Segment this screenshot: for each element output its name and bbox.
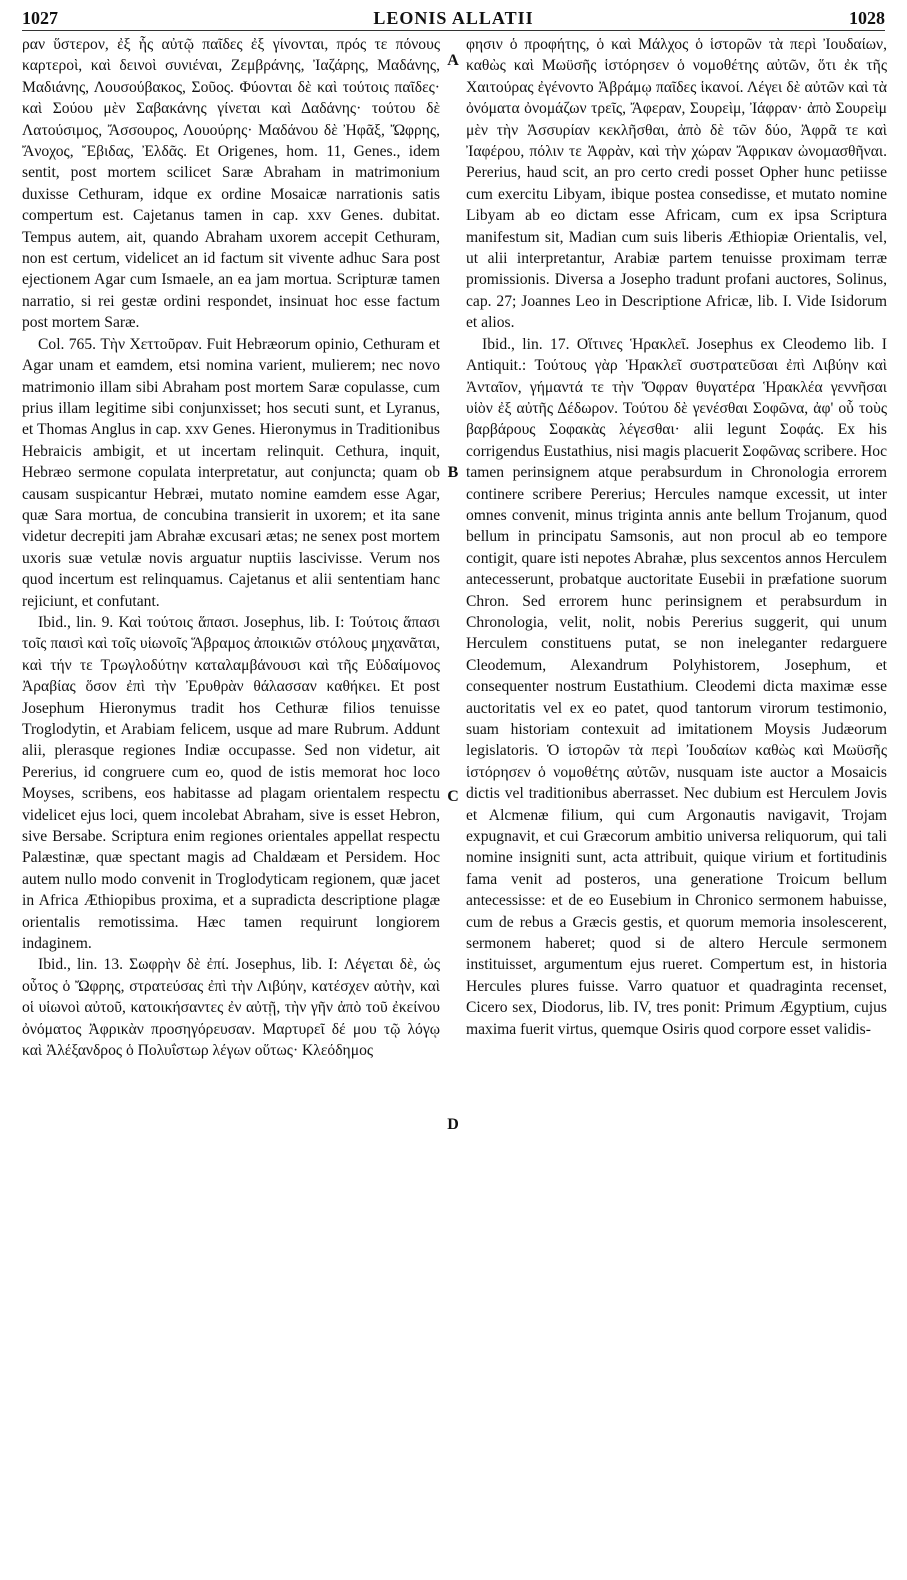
- left-paragraph-2: Col. 765. Τὴν Χεττοῦραν. Fuit Hebræorum opinio, Cethuram et Agar unam et eamdem, etsi nomina varient, mulierem; nec novo matrimonio illam sibi Abraham post mortem Saræ copulasse, cum prius illam legitime sibi conjunxisset; hos secuti sunt, et Lyranus, et Thomas Anglus in cap. xxv Genes. Hieronymus in Traditionibus Hebraicis ambigit, et ut incertam relinquit. Cethura, inquit, Hebræo sermone copulata interpretatur, aut conjuncta; quam ob causam suspicantur Hebræi, mutato nomine eamdem esse Agar, quæ Sara mortua, de concubina transierit in uxorem; et ita sane videtur decrepiti jam Abrahæ excusari ætas; ne senex post mortem uxoris suæ vetulæ novis arguatur nuptiis lascivisse. Verum nos quod incertum est relinquamus. Cajetanus et alii sententiam hanc rejiciunt, et confutant.: [22, 335, 440, 610]
- right-paragraph-2: Ibid., lin. 17. Οἵτινες Ἡρακλεῖ. Josephus ex Cleodemo lib. I Antiquit.: Τούτους γὰρ Ἡρακλεῖ συστρατεῦσαι ἐπὶ Λιβύην καὶ Ἀνταῖον, γήμαντά τε τὴν Ὄφραν θυγατέρα Ἡρακλέα γεννῆσαι υἱὸν ἐξ αὐτῆς Δέδωρον. Τούτου δὲ γενέσθαι Σοφῶνα, ἀφ' οὗ τοὺς βαρβάρους Σοφακὰς λέγεσθαι· alii legunt Σοφάς. Ex his corrigendus Eustathius, nisi magis placuerit Σοφῶνας scribere. Hoc tamen perinsignem atque perabsurdum in Chronologia errorem continere scribere Pererius; Hercules namque excessit, ut inter omnes convenit, minus triginta annis ante bellum Trojanum, quod bellum in principatu Samsonis, aut non procul ab eo tempore contigit, quare isti nepotes Abrahæ, plus sexcentos annos Herculem antecesserunt, probatque auctoritate Eusebii in præfatione suorum Chron. Sed errorem hunc perinsignem et perabsurdum in Chronologia, velit, nolit, nobis Pererius suggerit, qui unum Herculem constituens putat, se non ineleganter redarguere Cleodemum, Alexandrum Polyhistorem, Josephum, et consequenter nostrum Eustathium. Cleodemi dicta maximæ esse auctoritatis vel ex eo patet, quod tantorum virorum testimonio, suam historiam contexuit ad imitationem Moysis Judæorum legislatoris. Ὁ ἱστορῶν τὰ περὶ Ἰουδαίων καθὼς καὶ Μωϋσῆς ἱστόρησεν ὁ νομοθέτης αὐτῶν, nusquam iste auctor a Mosaicis dictis vel traditionibus aberrasset. Nec dubium est Herculem Jovis et Alcmenæ filium, qui cum Argonautis navigavit, Trojam expugnavit, et cui Græcorum ambitio universa reliquorum, qui tali nomine insigniti sunt, acta attribuit, quique virium et fortitudinis fama venit ad posteros, una generatione Troicum bellum antecessisse: et de eo Eusebium in Chronico sermonem habuisse, cum de rebus a Græcis gestis, et quorum memoria insolescerent, sermonem haberet; quod si de altero Hercule sermonem instituisset, argumentum ejus rueret. Compertum est, in historia Hercules plures fuisse. Varro quatuor et quadraginta recenset, Cicero sex, Diodorus, lib. IV, tres ponit: Primum Ægyptium, cujus maxima fuerit virtus, quemque Osiris quod corpore esset validis-: [466, 335, 887, 1038]
- right-paragraph-1: φησιν ὁ προφήτης, ὁ καὶ Μάλχος ὁ ἱστορῶν τὰ περὶ Ἰουδαίων, καθὼς καὶ Μωϋσῆς ἱστόρησεν ὁ νομοθέτης αὐτῶν, ὅτι ἐκ τῆς Χαιτούρας ἐγένοντο Ἀβράμῳ παῖδες ἱκανοί. Λέγει δὲ αὐτῶν καὶ τὰ ὀνόματα ὀνομάζων τρεῖς, Ἄφεραν, Σουρεὶμ, Ἰάφραν· ἀπὸ Σουρεὶμ μὲν τὴν Ἀσσυρίαν κεκλῆσθαι, ἀπὸ δὲ τῶν δύο, Ἀφρᾶ τε καὶ Ἰαφέρου, πόλιν τε Ἀφρὰν, καὶ τὴν χώραν Ἄφρικαν ὠνομασθῆναι. Pererius, haud scit, an pro certo credi posset Opher hunc petiisse cum exercitu Libyam, ibique postea consedisse, et mutato nomine Libyam ab eo dictam esse Africam, cum ex ipsa Scriptura manifestum sit, Madian cum suis liberis Æthiopiæ Orientalis, vel, ut alii interpretantur, Arabiæ partem tenuisse proximam terræ promissionis. Diversa a Josepho tradunt profani auctores, Solinus, cap. 27; Joannes Leo in Descriptione Africæ, lib. I. Vide Isidorum et alios.: [466, 36, 887, 332]
- right-column: [466, 34, 887, 1040]
- left-paragraph-3: Ibid., lin. 9. Καὶ τούτοις ἅπασι. Josephus, lib. I: Τούτοις ἅπασι τοῖς παισὶ καὶ τοῖς υἱωνοῖς Ἅβραμος ἀποικιῶν στόλους μηχανᾶται, καὶ τήν τε Τρωγλοδύτην καταλαμβάνουσι καὶ τῆς Εὐδαίμονος Ἀραβίας ὅσον ἐπὶ τὴν Ἐρυθρὰν θάλασσαν καθήκει. Et post Josephum Hieronymus tradit hos Cethuræ filios tenuisse Troglodytin, et Arabiam felicem, usque ad mare Rubrum. Addunt alii, plerasque regiones Indiæ occupasse. Sed non videtur, ait Pererius, id congruere cum eo, quod de istis memorat hoc loco Moyses, scribens, eos habitasse ad plagam orientalem respectu videlicet ejus loci, quem incolebat Abraham, sive is esset Hebron, sive Bersabe. Scriptura enim regiones orientales appellat respectu Palæstinæ, quæ spectant magis ad Chaldæam et Persidem. Hoc autem nullo modo convenit in Troglodyticam regionem, quæ jacet in Africa Æthiopibus proxima, et a supradicta descriptione plagæ orientalis remotissima. Hæc tamen requirunt longiorem indaginem.: [22, 613, 440, 953]
- left-paragraph-1: ραν ὕστερον, ἐξ ἧς αὐτῷ παῖδες ἐξ γίνονται, πρός τε πόνους καρτεροὶ, καὶ δεινοὶ συνιέναι, Ζεμβράνης, Ἰαζάρης, Μαδάνης, Μαδιάνης, Λουσούβακος, Σοῦος. Φύονται δὲ καὶ τούτοις παῖδες· καὶ Σούου μὲν Σαβακάνης γίνεται καὶ Δαδάνης· τούτου δὲ Λατούσιμος, Ἄσσουρος, Λουούρης· Μαδάνου δὲ Ἠφᾶξ, Ὤφρης, Ἄνοχος, Ἔβιδας, Ἐλδᾶς. Et Origenes, hom. 11, Genes., idem sentit, post mortem scilicet Saræ Abraham in matrimonium duxisse Cethuram, idque ex ordine Mosaicæ narrationis satis compertum est. Cajetanus tamen in cap. xxv Genes. dubitat. Tempus autem, ait, quando Abraham uxorem accepit Cethuram, non est certum, videlicet an id factum sit vivente adhuc Sara post ejectionem Agar cum Ismaele, an ea jam mortua. Scripturæ tamen narratio, si rei gestæ ordini respondet, insinuat hoc esse factum post mortem Saræ.: [22, 36, 440, 332]
- page-header: [22, 6, 885, 32]
- margin-marker-d: D: [447, 1116, 459, 1133]
- margin-marker-b: B: [447, 464, 459, 481]
- header-rule: [22, 30, 885, 31]
- left-paragraph-4: Ibid., lin. 13. Σωφρὴν δὲ ἐπί. Josephus, lib. I: Λέγεται δὲ, ὡς οὗτος ὁ Ὤφρης, στρατεύσας ἐπὶ τὴν Λιβύην, κατέσχεν αὐτὴν, καὶ οἱ υἱωνοὶ αὐτοῦ, κατοικήσαντες ἐν αὐτῇ, τὴν γῆν ἀπὸ τοῦ ἐκείνου ὀνόματος Ἀφρικὰν προσηγόρευσαν. Μαρτυρεῖ δέ μου τῷ λόγῳ καὶ Ἀλέξανδρος ὁ Πολυΐστωρ λέγων οὕτως· Κλεόδημος: [22, 956, 440, 1060]
- left-column: [22, 34, 440, 1062]
- right-page-number: 1028: [849, 8, 885, 28]
- margin-markers: [444, 34, 462, 1574]
- margin-marker-a: A: [447, 52, 459, 69]
- running-title: LEONIS ALLATII: [373, 8, 534, 28]
- left-page-number: 1027: [22, 8, 58, 28]
- margin-marker-c: C: [447, 788, 459, 805]
